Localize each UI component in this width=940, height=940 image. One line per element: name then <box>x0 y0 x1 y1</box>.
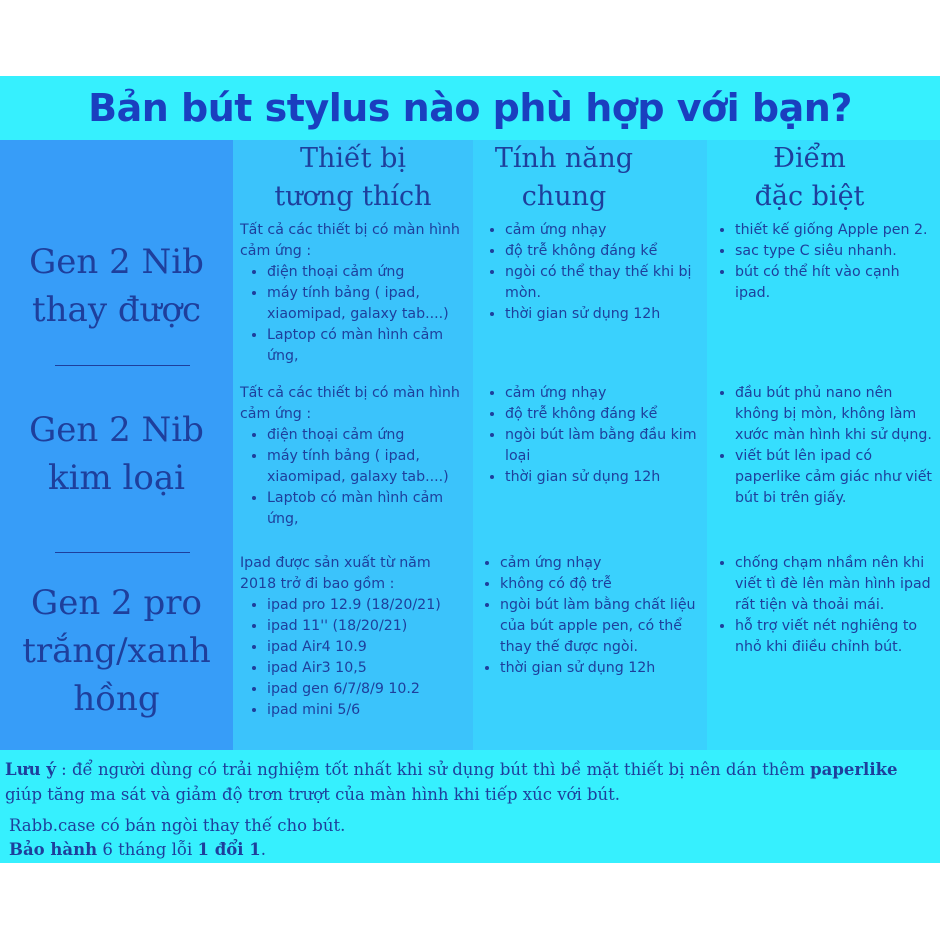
warranty-line <box>9 838 929 862</box>
cell-devices-row2 <box>240 383 470 530</box>
note-label: Lưu ý <box>5 760 56 779</box>
cell-devices-row1 <box>240 220 470 367</box>
header-features <box>473 140 655 220</box>
page-title: Bản bút stylus nào phù hợp với bạn? <box>88 86 852 130</box>
row-title-nib-replaceable <box>0 238 233 334</box>
cell-features-row3 <box>473 553 705 679</box>
note-bold: paperlike <box>810 760 898 779</box>
list-item: • cảm ứng nhạy <box>505 220 706 241</box>
list-item: • hỗ trợ viết nét nghiêng to nhỏ khi điiều chỉnh bút. <box>735 616 938 658</box>
usage-note <box>5 757 925 807</box>
row-title-line: Gen 2 Nib <box>29 410 204 450</box>
cell-special-row1 <box>708 220 938 304</box>
row-title-pro <box>0 579 233 723</box>
list-item: • không có độ trễ <box>500 574 705 595</box>
header-features-line1: Tính năng <box>494 143 634 174</box>
devices-list <box>240 262 470 367</box>
row-divider <box>55 552 190 553</box>
row-title-line: kim loại <box>47 458 185 498</box>
features-list <box>478 383 706 488</box>
features-list <box>478 220 706 325</box>
list-item: • điện thoại cảm ứng <box>267 262 470 283</box>
list-item: • thời gian sử dụng 12h <box>505 467 706 488</box>
list-item: • chống chạm nhầm nên khi viết tì đè lên màn hình ipad rất tiện và thoải mái. <box>735 553 938 616</box>
row-divider <box>55 365 190 366</box>
list-item: • cảm ứng nhạy <box>505 383 706 404</box>
list-item: • máy tính bảng ( ipad, xiaomipad, galaxy tab....) <box>267 283 470 325</box>
row-title-line: Gen 2 Nib <box>29 242 204 282</box>
list-item: • độ trễ không đáng kể <box>505 241 706 262</box>
warranty-text: 6 tháng lỗi <box>97 840 198 859</box>
list-item: • đầu bút phủ nano nên không bị mòn, không làm xước màn hình khi sử dụng. <box>735 383 938 446</box>
list-item: • ngòi bút làm bằng chất liệu của bút apple pen, có thể thay thế được ngòi. <box>500 595 705 658</box>
list-item: • ipad pro 12.9 (18/20/21) <box>267 595 470 616</box>
row-title-line: trắng/xanh <box>22 631 211 671</box>
list-item: • ipad Air4 10.9 <box>267 637 470 658</box>
cell-special-row3 <box>708 553 938 658</box>
devices-list <box>240 595 470 721</box>
header-special-line2: đặc biệt <box>754 181 865 212</box>
features-list <box>473 553 705 679</box>
row-title-line: hồng <box>73 679 160 719</box>
devices-intro: Ipad được sản xuất từ năm <box>240 555 431 571</box>
footer-line: Rabb.case có bán ngòi thay thế cho bút. <box>9 816 346 835</box>
footer <box>9 814 929 862</box>
list-item: • ipad gen 6/7/8/9 10.2 <box>267 679 470 700</box>
list-item: • độ trễ không đáng kể <box>505 404 706 425</box>
header-devices-line2: tương thích <box>274 181 432 212</box>
special-list <box>708 553 938 658</box>
warranty-end: . <box>260 840 267 859</box>
list-item: • ngòi có thể thay thế khi bị mòn. <box>505 262 706 304</box>
devices-intro: Tất cả các thiết bị có màn hình <box>240 222 460 238</box>
devices-intro: Tất cả các thiết bị có màn hình <box>240 385 460 401</box>
devices-intro: 2018 trở đi bao gồm : <box>240 576 395 592</box>
list-item: • thời gian sử dụng 12h <box>505 304 706 325</box>
list-item: • Laptop có màn hình cảm ứng, <box>267 325 470 367</box>
list-item: • Laptob có màn hình cảm ứng, <box>267 488 470 530</box>
header-features-line2: chung <box>521 181 607 212</box>
comparison-card <box>0 76 940 863</box>
row-title-nib-metal <box>0 406 233 502</box>
devices-intro: cảm ứng : <box>240 406 312 422</box>
list-item: • ipad 11'' (18/20/21) <box>267 616 470 637</box>
cell-devices-row3 <box>240 553 470 721</box>
note-text: giúp tăng ma sát và giảm độ trơn trượt của màn hình khi tiếp xúc với bút. <box>5 785 621 804</box>
list-item: • ipad mini 5/6 <box>267 700 470 721</box>
header-devices <box>233 140 473 220</box>
list-item: • ipad Air3 10,5 <box>267 658 470 679</box>
list-item: • ngòi bút làm bằng đầu kim loại <box>505 425 706 467</box>
list-item: • máy tính bảng ( ipad, xiaomipad, galaxy tab....) <box>267 446 470 488</box>
warranty-bold: 1 đổi 1 <box>197 840 261 859</box>
cell-features-row1 <box>478 220 706 325</box>
header-special-line1: Điểm <box>773 143 846 174</box>
special-list <box>708 383 938 509</box>
cell-special-row2 <box>708 383 938 509</box>
header-special <box>707 140 912 220</box>
list-item: • bút có thể hít vào cạnh ipad. <box>735 262 938 304</box>
list-item: • sac type C siêu nhanh. <box>735 241 938 262</box>
special-list <box>708 220 938 304</box>
devices-intro: cảm ứng : <box>240 243 312 259</box>
warranty-label: Bảo hành <box>9 840 98 859</box>
list-item: • cảm ứng nhạy <box>500 553 705 574</box>
row-title-line: thay được <box>31 290 202 330</box>
cell-features-row2 <box>478 383 706 488</box>
row-title-line: Gen 2 pro <box>31 583 202 623</box>
note-text: : để người dùng có trải nghiệm tốt nhất khi sử dụng bút thì bề mặt thiết bị nên dán thêm <box>55 760 811 779</box>
devices-list <box>240 425 470 530</box>
list-item: • điện thoại cảm ứng <box>267 425 470 446</box>
list-item: • thiết kế giống Apple pen 2. <box>735 220 938 241</box>
list-item: • viết bút lên ipad có paperlike cảm giác như viết bút bi trên giấy. <box>735 446 938 509</box>
header-devices-line1: Thiết bị <box>300 143 406 174</box>
list-item: • thời gian sử dụng 12h <box>500 658 705 679</box>
